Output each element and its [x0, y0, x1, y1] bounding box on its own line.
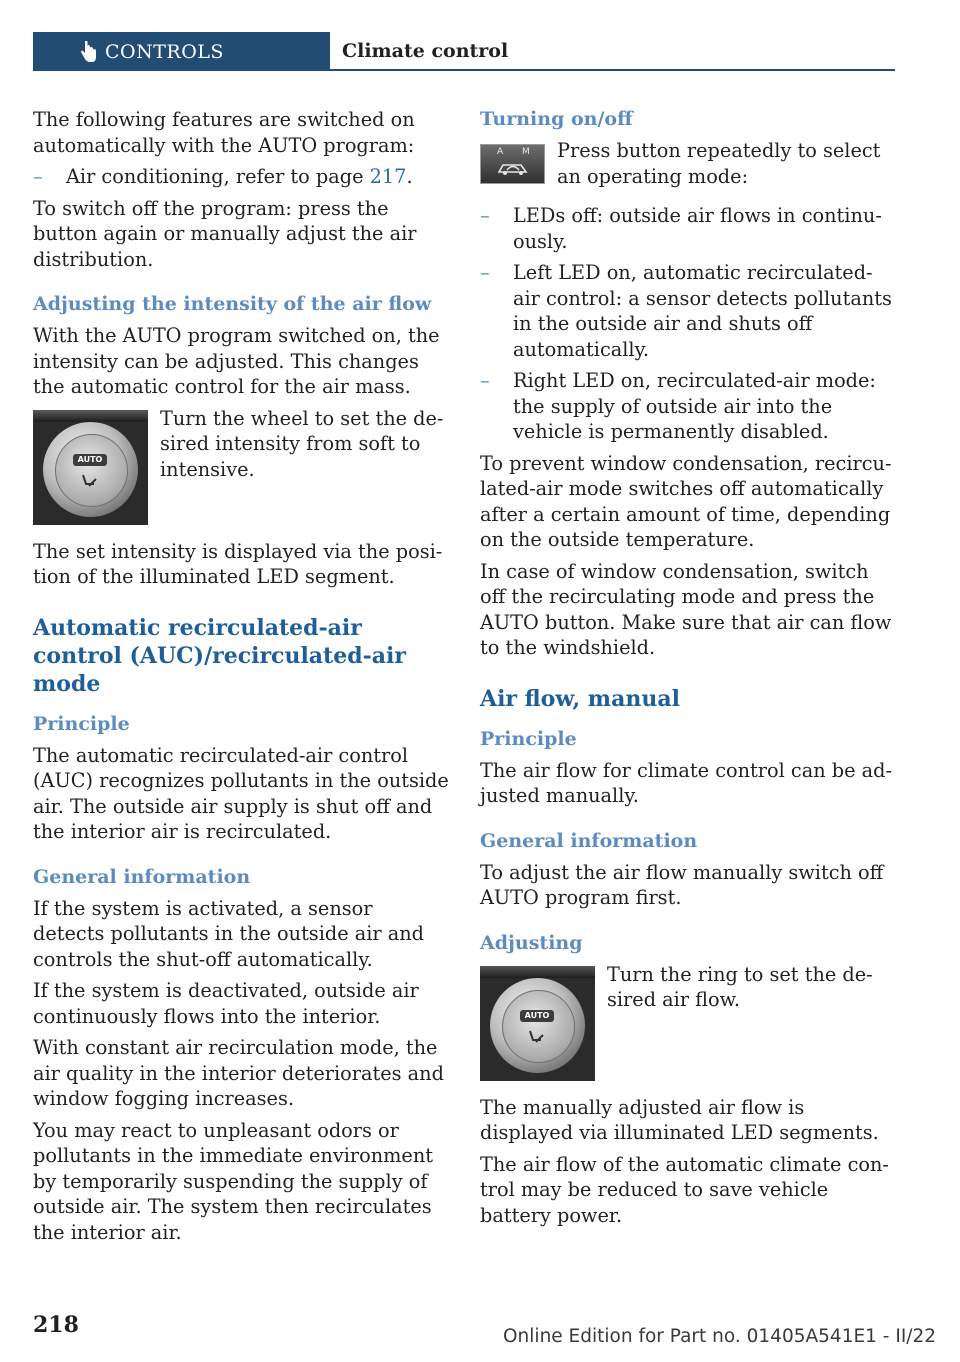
- list-item-text: LEDs off: outside air flows in continuously.: [513, 204, 882, 253]
- section-title: CONTROLS: [105, 40, 224, 63]
- paragraph: To prevent window condensation, recirculated-air mode switches off automatically after a certain amount of time, depending on the outside temperature.: [480, 451, 892, 551]
- figure-caption: Turn the ring to set the desired air flow.: [607, 962, 873, 1011]
- paragraph: The following features are switched on automatically with the AUTO program:: [33, 108, 415, 157]
- climate-knob-image: [33, 410, 148, 525]
- hand-pointer-icon: [79, 41, 97, 63]
- list-item: [33, 164, 449, 190]
- figure-caption: Press button repeatedly to select an operating mode:: [557, 139, 881, 188]
- header-section-bar: [33, 32, 330, 71]
- climate-knob-image: [480, 966, 595, 1081]
- list-item: [480, 260, 896, 362]
- dash-bullet: –: [33, 165, 43, 188]
- header-topic-bar: [330, 32, 895, 71]
- list-item: [480, 203, 896, 254]
- figure-airflow-ring: [480, 962, 896, 1081]
- heading-principle: Principle: [33, 712, 130, 735]
- mode-list: [480, 203, 896, 445]
- paragraph: The manually adjusted air flow is displayed via illuminated LED segments.: [480, 1095, 879, 1144]
- list-item-text: Right LED on, recirculated-air mode: the supply of outside air into the vehicle is permanently disabled.: [513, 369, 876, 443]
- button-label-m: M: [522, 147, 530, 157]
- page-link[interactable]: 217: [369, 165, 407, 188]
- dash-bullet: –: [480, 261, 490, 284]
- dash-bullet: –: [480, 204, 490, 227]
- heading-intensity: Adjusting the intensity of the air flow: [33, 293, 432, 315]
- right-column: [480, 107, 896, 1234]
- list-item-text: Air conditioning, refer to page: [66, 165, 370, 188]
- heading-adjusting: Adjusting: [480, 931, 583, 954]
- paragraph: The automatic recirculated-air control (AUC) recognizes pollutants in the outside air. The outside air supply is shut off and the interior air is recirculated.: [33, 743, 449, 843]
- paragraph: If the system is deactivated, outside air continuously flows into the interior.: [33, 979, 419, 1028]
- topic-title: Climate control: [342, 39, 509, 62]
- paragraph: To adjust the air flow manually switch off AUTO program first.: [480, 860, 884, 909]
- paragraph: With constant air recirculation mode, the air quality in the interior deteriorates and window fogging increases.: [33, 1036, 444, 1110]
- list-item-text: Left LED on, automatic recirculated-air control: a sensor detects pollutants in the outside air and shuts off automatically.: [513, 261, 892, 361]
- paragraph: With the AUTO program switched on, the intensity can be adjusted. This changes the automatic control for the air mass.: [33, 324, 440, 398]
- seat-airflow-icon: [526, 1028, 548, 1046]
- heading-general-information: General information: [480, 829, 698, 852]
- dash-bullet: –: [480, 369, 490, 392]
- seat-airflow-icon: [79, 472, 101, 490]
- heading-turning-on-off: Turning on/off: [480, 108, 633, 130]
- heading-general-information: General information: [33, 865, 251, 888]
- paragraph: You may react to unpleasant odors or pollutants in the immediate environment by temporarily suspending the supply of outside air. The system then recirculates the interior air.: [33, 1118, 433, 1244]
- figure-recirc-button: [480, 138, 896, 189]
- recirculation-button-image: [480, 144, 545, 184]
- figure-caption: Turn the wheel to set the desired intensity from soft to intensive.: [160, 406, 444, 481]
- paragraph: In case of window condensation, switch off the recirculating mode and press the AUTO button. Make sure that air can flow to the windshield.: [480, 559, 892, 659]
- heading-auc: Automatic recirculated-air control (AUC)/recirculated-air mode: [33, 614, 406, 697]
- auto-button-label: AUTO: [520, 1010, 554, 1022]
- feature-list: [33, 164, 449, 190]
- paragraph: The air flow for climate control can be adjusted manually.: [480, 758, 892, 807]
- paragraph: The air flow of the automatic climate control may be reduced to save vehicle battery power.: [480, 1152, 889, 1227]
- page-number: 218: [33, 1312, 79, 1338]
- figure-intensity-wheel: [33, 406, 449, 525]
- footer-edition: Online Edition for Part no. 01405A541E1 - II/22: [503, 1326, 937, 1347]
- list-item: [480, 368, 896, 445]
- heading-principle: Principle: [480, 727, 577, 750]
- left-column: [33, 107, 449, 1251]
- paragraph: The set intensity is displayed via the position of the illuminated LED segment.: [33, 539, 443, 588]
- paragraph: To switch off the program: press the button again or manually adjust the air distribution.: [33, 196, 417, 271]
- auto-button-label: AUTO: [73, 454, 107, 466]
- button-label-a: A: [497, 147, 504, 157]
- heading-air-flow-manual: Air flow, manual: [480, 685, 680, 712]
- car-recirculation-icon: [495, 159, 531, 177]
- list-item-suffix: .: [406, 165, 413, 188]
- paragraph: If the system is activated, a sensor detects pollutants in the outside air and controls the shut-off automatically.: [33, 896, 425, 971]
